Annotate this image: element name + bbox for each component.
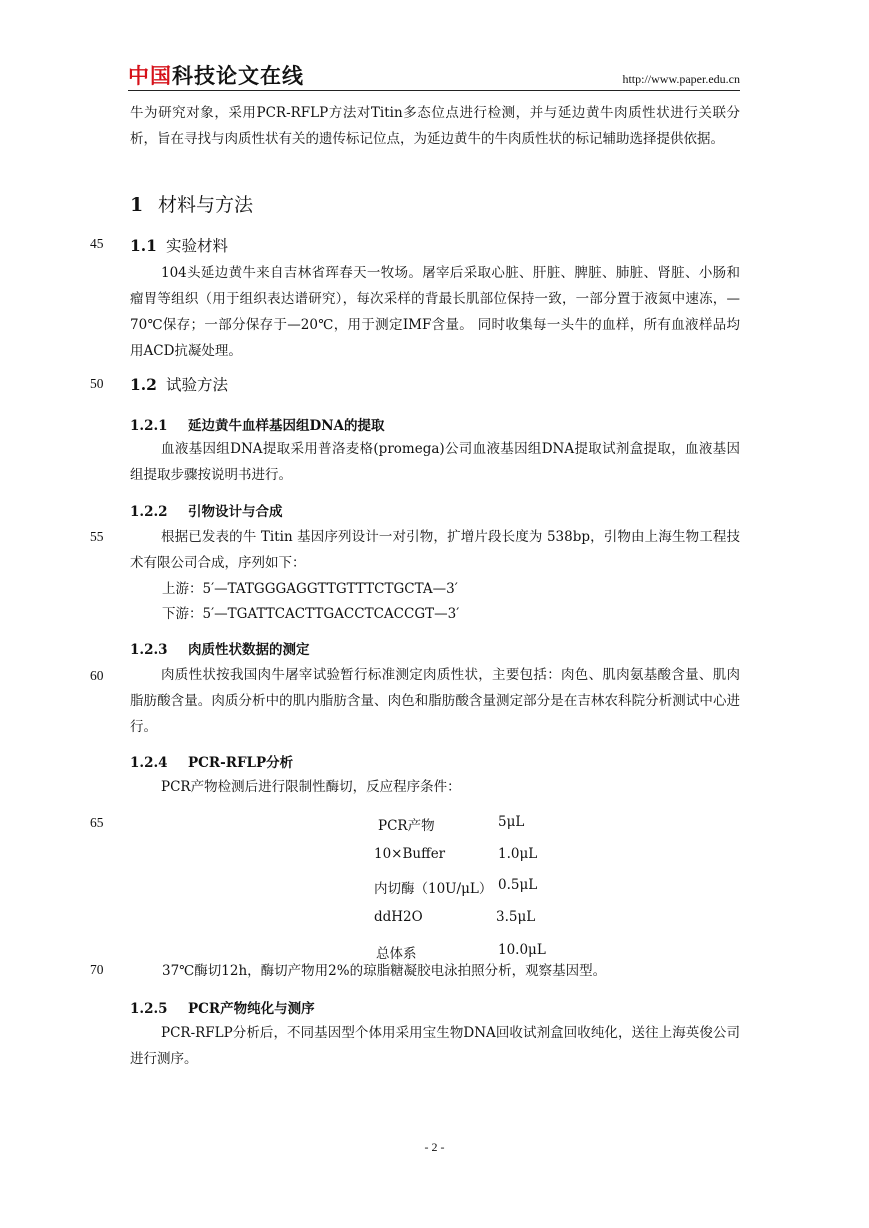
- section-title: 材料与方法: [158, 194, 254, 216]
- primer-downstream: 下游：5′—TGATTCACTTGACCTCACCGT—3′: [162, 606, 460, 622]
- section-number: 1.2.4: [130, 755, 168, 771]
- section-number: 1.2.5: [130, 1001, 168, 1017]
- primer-paragraph: 根据已发表的牛 Titin 基因序列设计一对引物，扩增片段长度为 538bp，引物由上海生物工程技术有限公司合成，序列如下：: [130, 529, 740, 571]
- line-number: 70: [90, 962, 104, 977]
- reaction-value: 0.5μL: [498, 877, 538, 893]
- section-heading-1-2-3: [130, 638, 310, 658]
- purification-paragraph: PCR-RFLP分析后，不同基因型个体用采用宝生物DNA回收试剂盒回收纯化，送往上海英俊公司进行测序。: [130, 1025, 740, 1067]
- reaction-name: ddH2O: [374, 909, 423, 925]
- intro-paragraph: 牛为研究对象，采用PCR-RFLP方法对Titin多态位点进行检测，并与延边黄牛肉质性状进行关联分析，旨在寻找与肉质性状有关的遗传标记位点，为延边黄牛的牛肉质性状的标记辅助选择提供依据。: [130, 105, 740, 147]
- section-heading-1-2: [130, 373, 228, 395]
- reaction-name: 内切酶（10U/μL）: [374, 881, 493, 897]
- dna-extraction-paragraph: 血液基因组DNA提取采用普洛麦格(promega)公司血液基因组DNA提取试剂盒提取，血液基因组提取步骤按说明书进行。: [130, 441, 740, 483]
- reaction-name: 总体系: [376, 946, 417, 962]
- line-number: 60: [90, 668, 104, 683]
- section-heading-1-2-5: [130, 997, 315, 1017]
- section-number: 1.2.3: [130, 642, 168, 658]
- section-heading-1-1: [130, 234, 228, 256]
- logo-black-text: 科技论文在线: [172, 64, 304, 88]
- section-title: 肉质性状数据的测定: [188, 642, 310, 658]
- section-title: PCR-RFLP分析: [188, 755, 294, 771]
- section-title: 延边黄牛血样基因组DNA的提取: [188, 418, 385, 434]
- section-number: 1.2.1: [130, 418, 168, 434]
- header-url[interactable]: http://www.paper.edu.cn: [622, 72, 740, 86]
- reaction-name: PCR产物: [378, 818, 435, 834]
- section-heading-1-2-4: [130, 751, 293, 771]
- reaction-value: 5μL: [498, 814, 525, 830]
- section-number: 1: [130, 194, 144, 216]
- reaction-name: 10×Buffer: [374, 846, 446, 862]
- reaction-value: 1.0μL: [498, 846, 538, 862]
- section-title: 引物设计与合成: [188, 504, 283, 520]
- rflp-paragraph: PCR产物检测后进行限制性酶切，反应程序条件：: [161, 779, 461, 795]
- meat-trait-paragraph: 肉质性状按我国肉牛屠宰试验暂行标准测定肉质性状，主要包括：肉色、肌肉氨基酸含量、肌肉脂肪酸含量。肉质分析中的肌内脂肪含量、肉色和脂肪酸含量测定部分是在吉林农科院分析测试中心进行。: [130, 667, 740, 735]
- page-number: - 2 -: [424, 1140, 445, 1154]
- section-title: 实验材料: [166, 237, 229, 255]
- section-title: 试验方法: [166, 376, 229, 394]
- section-number: 1.1: [130, 236, 157, 255]
- materials-paragraph: 104头延边黄牛来自吉林省珲春天一牧场。屠宰后采取心脏、肝脏、脾脏、肺脏、肾脏、小肠和瘤胃等组织（用于组织表达谱研究），每次采样的背最长肌部位保持一致，一部分置于液氮中速冻，—70℃保存；一部分保存于—20℃，用于测定IMF含量。 同时收集每一头牛的血样，所有血液样品均用ACD抗凝处理。: [130, 265, 740, 359]
- reaction-value: 3.5μL: [496, 909, 536, 925]
- logo-red-text: 中国: [128, 64, 172, 88]
- section-heading-1-2-1: [130, 414, 385, 434]
- line-number: 65: [90, 815, 104, 830]
- section-heading-1-2-2: [130, 500, 283, 520]
- reaction-value: 10.0μL: [498, 942, 546, 958]
- section-title: PCR产物纯化与测序: [188, 1001, 315, 1017]
- header-divider: [128, 90, 740, 91]
- section-heading-1: [130, 190, 253, 217]
- line-number: 50: [90, 376, 104, 391]
- section-number: 1.2.2: [130, 504, 168, 520]
- line-number: 45: [90, 236, 104, 251]
- journal-logo: [128, 60, 304, 90]
- page-header: [128, 60, 740, 92]
- section-number: 1.2: [130, 375, 157, 394]
- line-number: 55: [90, 529, 104, 544]
- primer-upstream: 上游：5′—TATGGGAGGTTGTTTCTGCTA—3′: [162, 581, 458, 597]
- digestion-paragraph: 37℃酶切12h，酶切产物用2%的琼脂糖凝胶电泳拍照分析，观察基因型。: [162, 963, 607, 979]
